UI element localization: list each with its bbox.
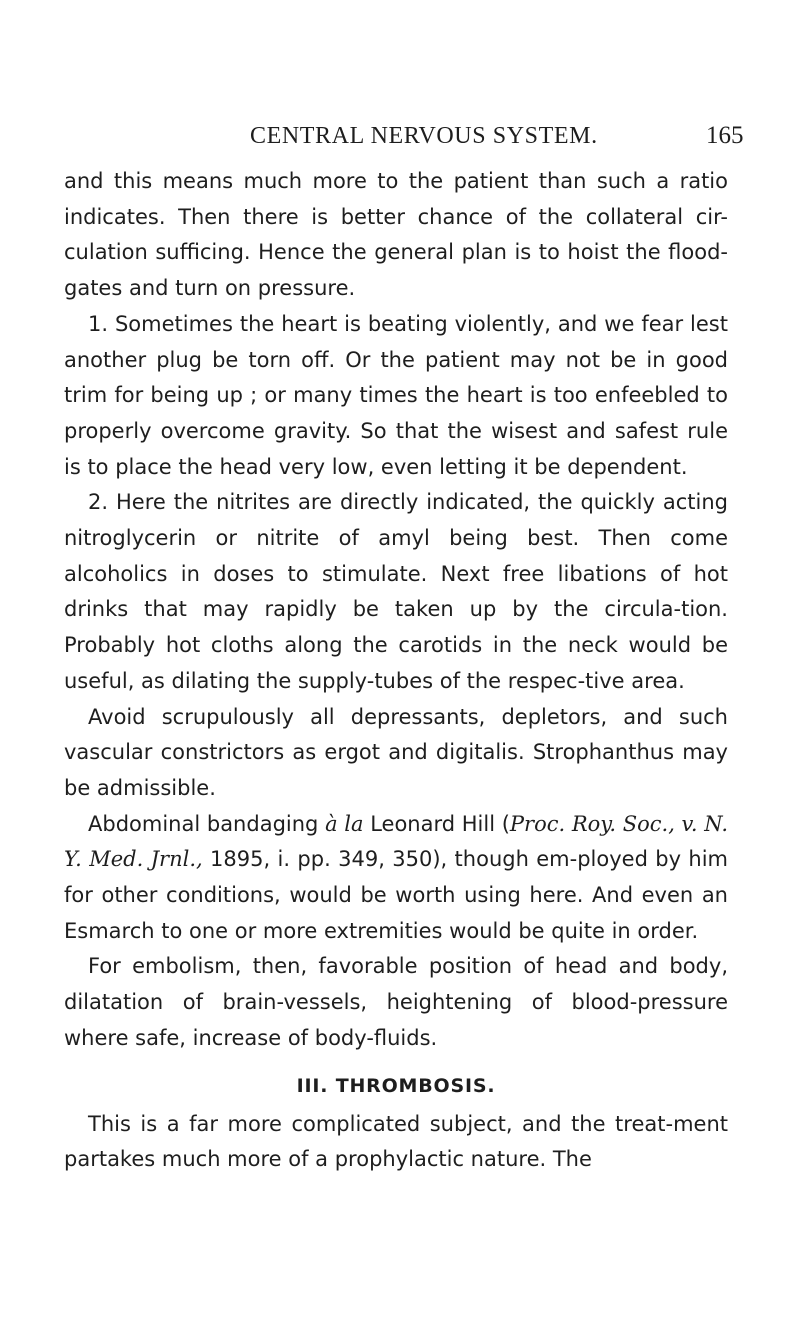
section-heading: III. THROMBOSIS.: [296, 1074, 496, 1097]
page-number: 165: [706, 122, 744, 149]
paragraph-avoid: Avoid scrupulously all depressants, depletors, and such vascular constrictors as ergot and digitalis. Strophanthus may be admissible.: [64, 704, 728, 800]
bandaging-text-3: 1895, i. pp. 349, 350), though em-ployed by him for other conditions, would be worth using here. And even an Esmarch to one or more extremities would be quite in order.: [64, 847, 729, 943]
paragraph-continuation: and this means much more to the patient than such a ratio indicates. Then there is better chance of the collateral cir-culation sufficing. Hence the general plan is to hoist the flood-gates and turn on pressure.: [64, 169, 728, 301]
bandaging-text-1: Abdominal bandaging: [88, 811, 326, 836]
paragraph-embolism-summary: For embolism, then, favorable position of head and body, dilatation of brain-vessels, heightening of blood-pressure where safe, increase of body-fluids.: [64, 954, 728, 1050]
bandaging-italic-a-la: à la: [325, 811, 364, 836]
running-head: CENTRAL NERVOUS SYSTEM.: [250, 123, 598, 149]
page-header: [0, 116, 800, 156]
paragraph-point-2: 2. Here the nitrites are directly indicated, the quickly acting nitroglycerin or nitrite of amyl being best. Then come alcoholics in doses to stimulate. Next free libations of hot drinks that may rapidly be taken up by the circula-tion. Probably hot cloths along the carotids in the neck would be useful, as dilating the supply-tubes of the respec-tive area.: [64, 490, 728, 693]
bandaging-citation: Proc. Roy. Soc., v. N. Y. Med. Jrnl.,: [64, 811, 728, 872]
paragraph-bandaging: [64, 807, 728, 950]
paragraph-point-1: 1. Sometimes the heart is beating violently, and we fear lest another plug be torn off. Or the patient may not be in good trim for being up ; or many times the heart is too enfeebled to properly overcome gravity. So that the wisest and safest rule is to place the head very low, even letting it be dependent.: [64, 311, 728, 479]
paragraph-thrombosis: This is a far more complicated subject, and the treat-ment partakes much more of a prophylactic nature. The: [64, 1111, 728, 1172]
bandaging-text-2: Leonard Hill (: [363, 811, 510, 836]
body-text: [64, 164, 728, 1178]
